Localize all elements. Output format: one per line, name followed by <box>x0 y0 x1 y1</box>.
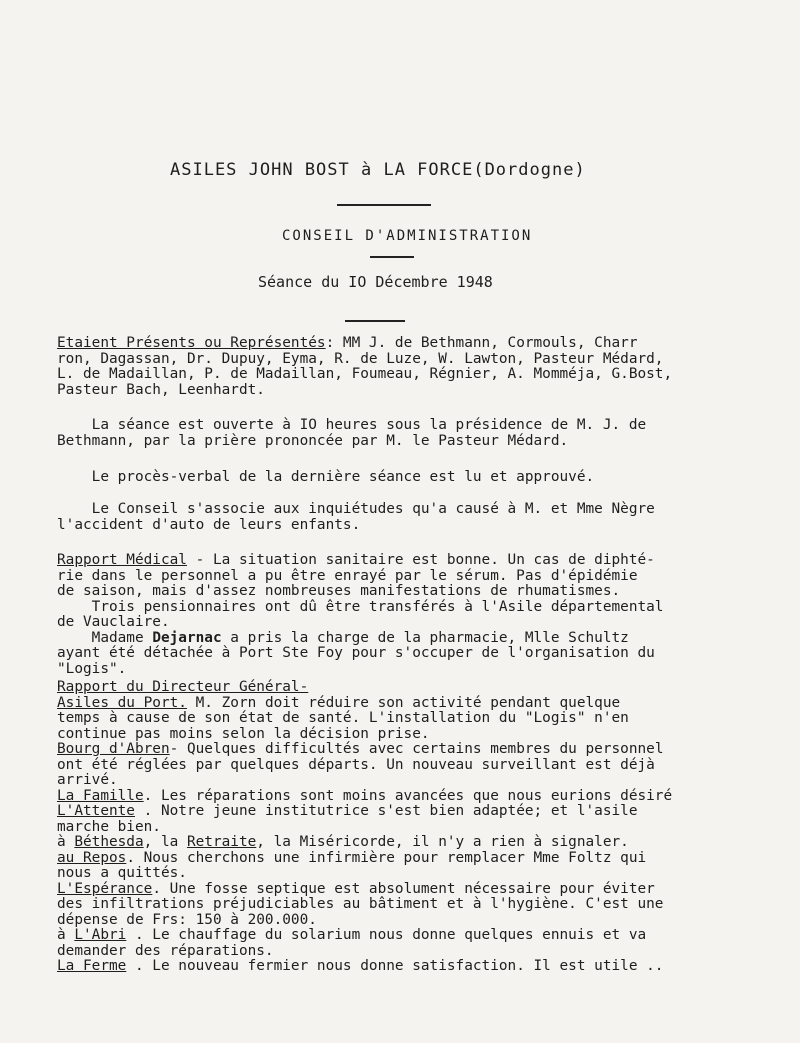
section-text: . Une fosse septique est absolument nécessaire pour éviter <box>152 880 655 897</box>
medical-text: - La situation sanitaire est bonne. Un cas de diphté- <box>186 552 655 568</box>
section-heading-bethesda: Béthesda <box>74 834 144 850</box>
session-date: Séance du IO Décembre 1948 <box>258 273 493 291</box>
section-text: marche bien. <box>57 818 161 835</box>
section-heading-attente: L'Attente <box>57 803 135 819</box>
section-heading-esperance: L'Espérance <box>57 880 153 897</box>
medical-text: ayant été détachée à Port Ste Foy pour s'occuper de l'organisation du <box>57 645 655 661</box>
section-text: , la <box>143 834 187 850</box>
session-divider <box>345 320 405 322</box>
medical-text: Madame <box>57 629 153 646</box>
section-text: demander des réparations. <box>57 942 274 959</box>
section-heading-famille: La Famille <box>57 787 144 804</box>
attendance-text: ron, Dagassan, Dr. Dupuy, Eyma, R. de Luze, W. Lawton, Pasteur Médard, <box>57 350 664 367</box>
section-text: ont été réglées par quelques départs. Un nouveau surveillant est déjà <box>57 756 655 773</box>
section-heading-repos: au Repos <box>57 849 127 866</box>
section-text: continue pas moins selon la décision prise. <box>57 725 430 742</box>
director-report <box>57 680 792 975</box>
section-text: M. Zorn doit réduire son activité pendant quelque <box>186 694 621 711</box>
section-text: . Notre jeune institutrice s'est bien adaptée; et l'asile <box>134 803 638 819</box>
section-heading-bourg: Bourg d'Abren <box>57 741 170 757</box>
opening-paragraph <box>57 418 792 449</box>
section-heading-ferme: La Ferme <box>57 958 127 974</box>
section-text: arrivé. <box>57 772 118 788</box>
attendance-text: Pasteur Bach, Leenhardt. <box>57 381 265 398</box>
director-heading: Rapport du Directeur Général- <box>57 679 309 695</box>
section-text: à <box>57 927 75 943</box>
section-text: . Nous cherchons une infirmière pour remplacer Mme Foltz qui <box>126 849 647 866</box>
section-text: à <box>57 834 75 850</box>
section-text: , la Miséricorde, il n'y a rien à signaler. <box>256 834 629 850</box>
section-text: nous a quittés. <box>57 865 187 881</box>
condolence-text: Le Conseil s'associe aux inquiétudes qu'a causé à M. et Mme Nègre <box>57 501 655 517</box>
attendance-text: L. de Madaillan, P. de Madaillan, Foumeau, Régnier, A. Momméja, G.Bost, <box>57 366 673 382</box>
attendance-heading: Etaient Présents ou Représentés <box>57 335 326 351</box>
section-heading-port: Asiles du Port. <box>57 694 187 711</box>
section-text: des infiltrations préjudiciables au bâtiment et à l'hygiène. C'est une <box>57 896 664 912</box>
section-text: . Le chauffage du solarium nous donne quelques ennuis et va <box>126 927 647 943</box>
council-heading: CONSEIL D'ADMINISTRATION <box>282 228 533 244</box>
medical-text: de saison, mais d'assez nombreuses manifestations de rhumatismes. <box>57 583 621 599</box>
section-text: . Les réparations sont moins avancées que nous eurions désiré <box>143 787 673 804</box>
medical-report <box>57 553 792 677</box>
opening-text: La séance est ouverte à IO heures sous la présidence de M. J. de <box>57 417 647 433</box>
medical-heading: Rapport Médical <box>57 552 187 568</box>
medical-text: de Vauclaire. <box>57 614 170 630</box>
section-heading-abri: L'Abri <box>74 927 127 943</box>
section-text: . Le nouveau fermier nous donne satisfaction. Il est utile .. <box>126 958 664 974</box>
minutes-paragraph <box>57 470 792 486</box>
document-title: ASILES JOHN BOST à LA FORCE(Dordogne) <box>170 160 586 180</box>
title-divider <box>337 204 431 206</box>
council-divider <box>370 256 414 258</box>
minutes-text: Le procès-verbal de la dernière séance est lu et approuvé. <box>57 469 595 485</box>
medical-text: "Logis". <box>57 660 127 677</box>
section-heading-retraite: Retraite <box>186 834 257 850</box>
medical-text: Trois pensionnaires ont dû être transférés à l'Asile départemental <box>57 598 664 615</box>
condolence-paragraph <box>57 502 792 533</box>
section-text: dépense de Frs: 150 à 200.000. <box>57 911 317 928</box>
medical-text: rie dans le personnel a pu être enrayé par le sérum. Pas d'épidémie <box>57 567 638 584</box>
section-text: temps à cause de son état de santé. L'installation du "Logis" n'en <box>57 710 629 726</box>
attendance-text: : MM J. de Bethmann, Cormouls, Charr <box>325 335 638 351</box>
condolence-text: l'accident d'auto de leurs enfants. <box>57 516 361 533</box>
person-name: Dejarnac <box>152 629 222 646</box>
opening-text: Bethmann, par la prière prononcée par M. le Pasteur Médard. <box>57 432 569 449</box>
attendance-paragraph <box>57 336 792 398</box>
medical-text: a pris la charge de la pharmacie, Mlle Schultz <box>221 629 629 646</box>
section-text: - Quelques difficultés avec certains membres du personnel <box>169 741 664 757</box>
